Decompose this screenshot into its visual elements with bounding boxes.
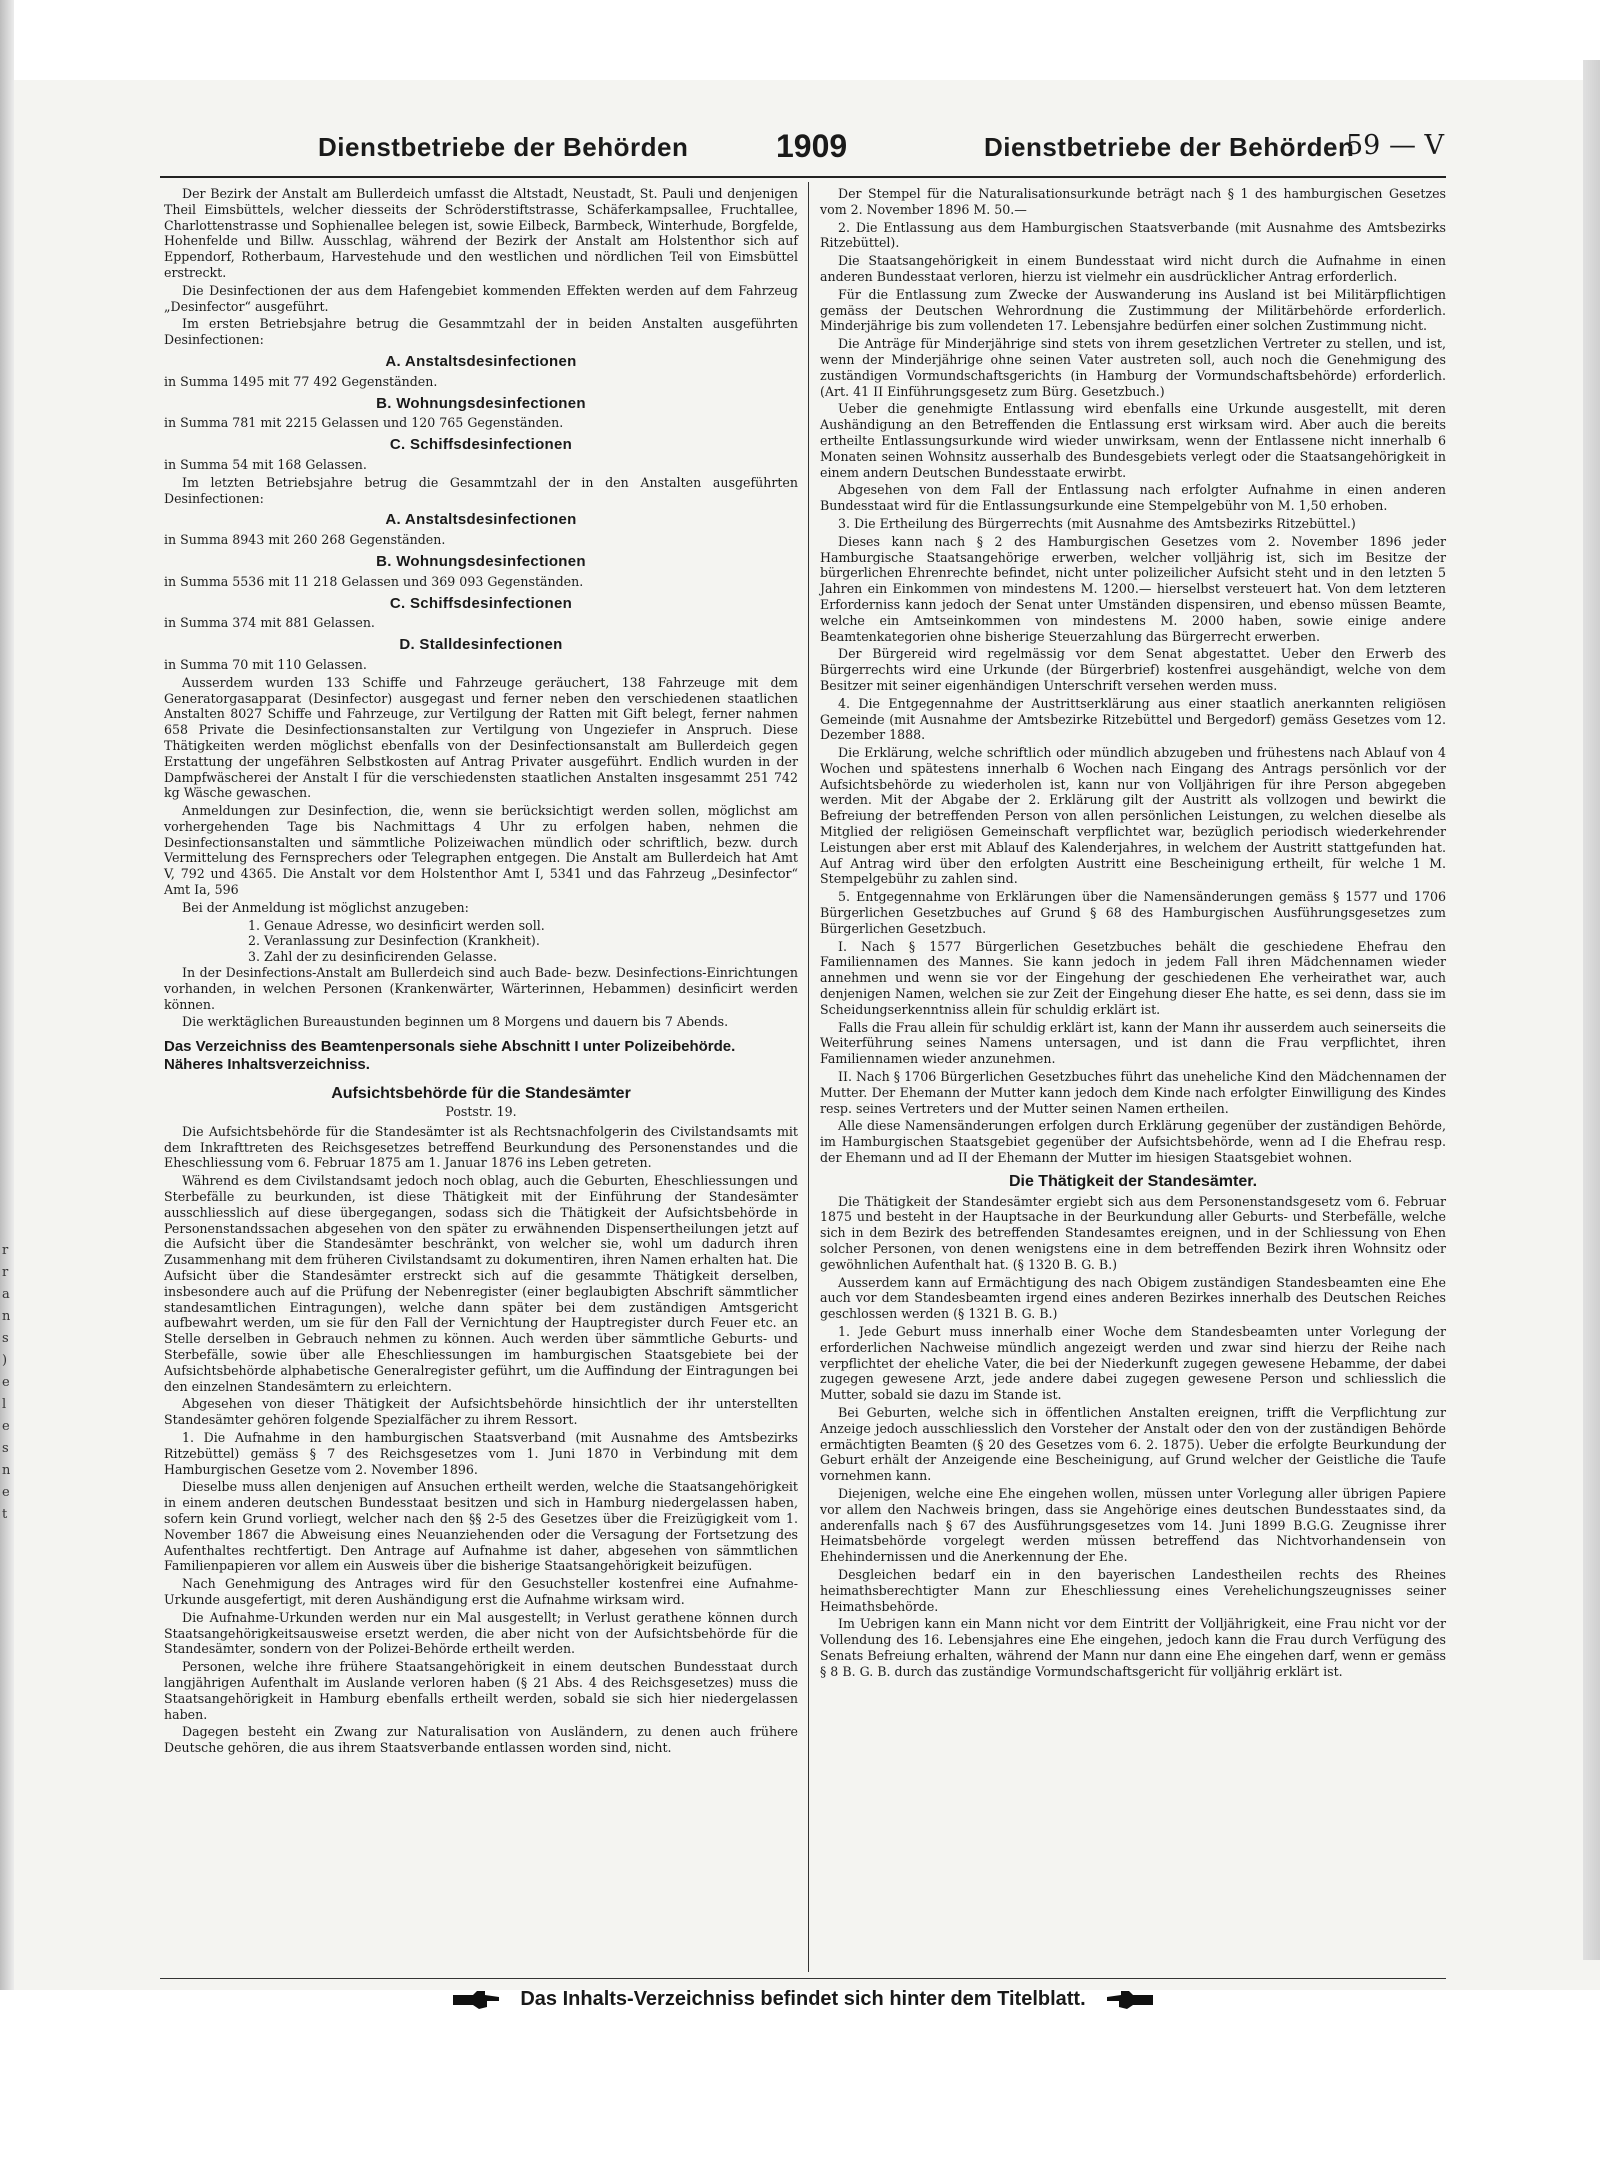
paragraph: 2. Die Entlassung aus dem Hamburgischen Staatsverbande (mit Ausnahme des Amtsbezirks Ritzebüttel).: [820, 219, 1446, 251]
page-number: 59 — V: [1346, 130, 1445, 161]
pointing-hand-left-icon: [1105, 1989, 1155, 2011]
paragraph: Ausserdem wurden 133 Schiffe und Fahrzeuge geräuchert, 138 Fahrzeuge mit dem Generatorgasapparat (Desinfector) ausgegast und ferner neben den verschiedenen staatlichen Anstalten 8027 Schiffe und Fahrzeuge, zur Vertilgung der Ratten mit Gift belegt, ferner nahmen 658 Private die Desinfectionsanstalten zur Vertilgung von Ungeziefer in Anspruch. Diese Thätigkeiten werden möglichst ebenfalls von der Desinfectionsanstalt am Bullerdeich gegen Erstattung der ungefähren Selbstkosten auf Antrag Privater ausgeführt. Endlich wurden in der Dampfwäscherei der Anstalt I für die verschiedensten staatlichen Anstalten insgesammt 251 742 kg Wäsche gewaschen.: [164, 674, 798, 801]
section-address: Poststr. 19.: [445, 1104, 517, 1120]
subheading: B. Wohnungsdesinfectionen: [376, 552, 586, 570]
paragraph: Für die Entlassung zum Zwecke der Auswanderung ins Ausland ist bei Militärpflichtigen gemäss der Deutschen Wehrordnung die Zustimmung der Militärbehörde erforderlich. Minderjährige bis zum vollendeten 17. Lebensjahre bedürfen einer solchen Zustimmung nicht.: [820, 286, 1446, 334]
paragraph: Nach Genehmigung des Antrages wird für den Gesuchsteller kostenfrei eine Aufnahme-Urkunde ausgefertigt, mit deren Aushändigung erst die Aufnahme wirksam wird.: [164, 1576, 798, 1607]
margin-mark: t: [2, 1507, 8, 1522]
facing-page-margin-marks: [2, 1240, 16, 1526]
paragraph: Falls die Frau allein für schuldig erklärt ist, kann der Mann ihr ausserdem auch seinerseits die Weiterführung seines Namens untersagen, und ist dann die Frau verpflichtet, ihren Familiennamen wieder anzunehmen.: [820, 1019, 1446, 1067]
footer-rule: [160, 1978, 1446, 1979]
paragraph: Desgleichen bedarf ein in den bayerischen Landestheilen rechts des Rheines heimathsberechtigter Mann zur Eheschliessung eines Verehelichungszeugnisses seiner Heimathsbehörde.: [820, 1566, 1446, 1614]
paragraph: In der Desinfections-Anstalt am Bullerdeich sind auch Bade- bezw. Desinfections-Einrichtungen vorhanden, in welchen Personen (Krankenwärter, Wärterinnen, Hebammen) desinficirt werden können.: [164, 965, 798, 1012]
paragraph: Personen, welche ihre frühere Staatsangehörigkeit in einem deutschen Bundesstaat durch langjährigen Aufenthalt im Auslande verloren haben (§ 21 Abs. 4 des Reichsgesetzes) muss die Staatsangehörigkeit in Hamburg ebenfalls ertheilt werden, sobald sie sich hier niedergelassen haben.: [164, 1659, 798, 1722]
list-item: 1. Genaue Adresse, wo desinficirt werden soll.: [248, 917, 545, 933]
paragraph: Während es dem Civilstandsamt jedoch noch oblag, auch die Geburten, Eheschliessungen und Sterbefälle zu beurkunden, ist diese Thätigkeit mit der Einführung der Standesämter ausschliesslich auf diese übergegangen, sodass sich die Thätigkeit der Aufsichtsbehörde in Personenstandssachen abgesehen von den später zu erwähnenden Dispensertheilungen jetzt auf die Aufsicht über die Standesämter beschränkt, von welcher sie, wohl um dadurch ihren Zusammenhang mit dem früheren Civilstandsamt zu dokumentiren, ihren Namen erhalten hat. Die Aufsicht über die Standesämter erstreckt sich auf die gesammte Thätigkeit derselben, insbesondere auch auf die Prüfung der Nebenregister (einer beglaubigten Abschrift sämmtlicher standesamtlichen Eintragungen), welche dann später bei dem zuständigen Amtsgericht aufbewahrt werden, um sie für den Fall der Vernichtung der Hauptregister durch Feuer etc. an Stelle derselben in Gebrauch nehmen zu können. Auch werden über sämmtliche Geburts- und Sterbefälle, sowie über alle Eheschliessungen im hamburgischen Staatsgebiete bei der Aufsichtsbehörde alphabetische Generalregister geführt, um die Auffindung der Eintragungen bei den einzelnen Standesämtern zu erleichtern.: [164, 1173, 798, 1394]
margin-mark: ): [2, 1353, 8, 1368]
paragraph: Bei Geburten, welche sich in öffentlichen Anstalten ereignen, trifft die Verpflichtung zur Anzeige jedoch ausschliesslich den Vorsteher der Anstalt oder den von der zuständigen Behörde ermächtigten Beamten (§ 20 des Gesetzes vom 6. 2. 1875). Ueber die erfolgte Beurkundung der Geburt erhält der Anzeigende eine Bescheinigung, auf Grund welcher der Geistliche die Taufe vornehmen kann.: [820, 1404, 1446, 1484]
paragraph: Die Anträge für Minderjährige sind stets von ihrem gesetzlichen Vertreter zu stellen, und ist, wenn der Minderjährige ohne seinen Vater austreten soll, auch noch die Genehmigung des zuständigen Vormundschaftsgerichts (in Hamburg der Vormundschaftsbehörde) erforderlich. (Art. 41 II Einführungsgesetz zum Bürg. Gesetzbuch.): [820, 336, 1446, 399]
paragraph: Bei der Anmeldung ist möglichst anzugeben:: [182, 899, 469, 915]
paragraph: Diejenigen, welche eine Ehe eingehen wollen, müssen unter Vorlegung aller übrigen Papiere vor allem den Nachweis bringen, dass sie Angehörige eines deutschen Bundesstaates sind, da anderenfalls nach § 67 des Ausführungsgesetzes vom 14. Juni 1899 B.G.G. Zeugnisse ihrer Heimatsbehörde vorgelegt werden müssen betreffend das Nichtvorhandensein von Ehehindernissen und die Anerkennung der Ehe.: [820, 1485, 1446, 1565]
document-page: [160, 120, 1446, 2010]
subheading: B. Wohnungsdesinfectionen: [376, 394, 586, 412]
stat-line: in Summa 1495 mit 77 492 Gegenständen.: [164, 373, 438, 389]
pointing-hand-right-icon: [451, 1989, 501, 2011]
paragraph: Ueber die genehmigte Entlassung wird ebenfalls eine Urkunde ausgestellt, mit deren Aushändigung an den Betreffenden die Entlassung erst wirksam wird. Aber auch die bereits ertheilte Entlassungsurkunde wird wieder unwirksam, wenn der Entlassene nicht innerhalb 6 Monaten seinen Wohnsitz ausserhalb des Bundesgebiets verlegt oder die Staatsangehörigkeit in einem andern Deutschen Bundesstaate erwirbt.: [820, 401, 1446, 480]
scan-top-margin: [0, 0, 1600, 80]
header-left-title: Dienstbetriebe der Behörden: [318, 132, 689, 162]
list-item: 3. Zahl der zu desinficirenden Gelasse.: [248, 949, 497, 965]
margin-mark: n: [2, 1309, 11, 1324]
paragraph: Die Thätigkeit der Standesämter ergiebt sich aus dem Personenstandsgesetz vom 6. Februar 1875 und besteht in der Hauptsache in der Beurkundung aller Geburts- und Sterbefälle, welche sich in dem Bezirk des betreffenden Standesamtes ereignen, und in der Schliessung von Ehen solcher Personen, von denen wenigstens eine in dem betreffenden Bezirk ihren Wohnsitz oder gewöhnlichen Aufenthalt hat. (§ 1320 B. G. B.): [820, 1193, 1446, 1272]
margin-mark: a: [2, 1287, 10, 1302]
list-item: 2. Veranlassung zur Desinfection (Krankheit).: [248, 933, 540, 949]
right-column: [820, 186, 1446, 1682]
section-title: Aufsichtsbehörde für die Standesämter: [331, 1085, 631, 1103]
margin-mark: s: [2, 1331, 9, 1346]
cross-reference-notice: Das Verzeichniss des Beamtenpersonals siehe Abschnitt I unter Polizeibehörde. Näheres Inhaltsverzeichniss.: [164, 1038, 736, 1074]
paragraph: Im ersten Betriebsjahre betrug die Gesammtzahl der in beiden Anstalten ausgeführten Desinfectionen:: [164, 316, 798, 348]
header-year: 1909: [776, 128, 848, 164]
paragraph: Im Uebrigen kann ein Mann nicht vor dem Eintritt der Volljährigkeit, eine Frau nicht vor der Vollendung des 16. Lebensjahres eine Ehe eingehen, jedoch kann die Frau durch Verfügung des Senats Befreiung erhalten, während der Mann nur dann eine Ehe eingehen darf, wenn er gemäss § 8 B. G. B. durch das zuständige Vormundschaftsgericht für volljährig erklärt ist.: [820, 1616, 1446, 1679]
paragraph: Die Aufnahme-Urkunden werden nur ein Mal ausgestellt; in Verlust gerathene können durch Staatsangehörigkeitsausweise ersetzt werden, die aber nicht von der Aufsichtsbehörde für die Standesämter, sondern von der Polizei-Behörde ertheilt werden.: [164, 1609, 798, 1657]
paragraph: 1. Jede Geburt muss innerhalb einer Woche dem Standesbeamten unter Vorlegung der erforderlichen Nachweise mündlich angezeigt werden und zwar sind hierzu der Reihe nach verpflichtet der eheliche Vater, die bei der Niederkunft zugegen gewesene Hebamme, der dabei zugegen gewesene Arzt, jede andere dabei zugegen gewesene Person und schliesslich die Mutter, sobald sie dazu im Stande ist.: [820, 1323, 1446, 1403]
footer-text: Das Inhalts-Verzeichniss befindet sich hinter dem Titelblatt.: [520, 1988, 1086, 2010]
margin-mark: n: [2, 1463, 11, 1478]
column-divider: [808, 182, 809, 1972]
margin-mark: l: [2, 1397, 7, 1412]
paragraph: Der Bezirk der Anstalt am Bullerdeich umfasst die Altstadt, Neustadt, St. Pauli und denjenigen Theil Eimsbüttels, welcher diesseits der Schröderstiftstrasse, Schäferkampsallee, Fruchtallee, Charlottenstrasse und Sophienallee belegen ist, sowie Eilbeck, Barmbeck, Winterhude, Borgfelde, Hohenfelde und Billw. Ausschlag, während der Bezirk der Anstalt am Holstenthor sich auf Eppendorf, Rotherbaum, Harvestehude und den westlichen und nördlichen Teil von Eimsbüttel erstreckt.: [164, 186, 798, 280]
left-column: [164, 186, 798, 1758]
paragraph: Anmeldungen zur Desinfection, die, wenn sie berücksichtigt werden sollen, möglichst am vorhergehenden Tage bis Nachmittags 4 Uhr zu erfolgen haben, nehmen die Desinfectionsanstalten und sämmtliche Polizeiwachen mündlich oder schriftlich, bezw. durch Vermittelung des Fernsprechers oder Telegraphen entgegen. Die Anstalt am Bullerdeich hat Amt V, 792 und 4365. Die Anstalt vor dem Holstenthor Amt I, 5341 und das Fahrzeug „Desinfector“ Amt Ia, 596: [164, 803, 798, 898]
header-right-title: Dienstbetriebe der Behörden: [984, 132, 1355, 162]
paragraph: I. Nach § 1577 Bürgerlichen Gesetzbuches behält die geschiedene Ehefrau den Familiennamen des Mannes. Sie kann jedoch in jedem Fall ihren Mädchennamen wieder annehmen und wenn sie vor der Eingehung der geschiedenen Ehe verheirathet war, auch denjenigen Namen, welchen sie zur Zeit der Eingehung dieser Ehe hatte, es sei denn, dass sie im Scheidungserkenntniss allein für schuldig erklärt ist.: [820, 938, 1446, 1017]
margin-mark: e: [2, 1419, 10, 1434]
section-title: Die Thätigkeit der Standesämter.: [1008, 1172, 1258, 1190]
scan-bottom-margin: [0, 1990, 1600, 2177]
paragraph: Die Erklärung, welche schriftlich oder mündlich abzugeben und frühestens nach Ablauf von 4 Wochen und spätestens innerhalb 6 Wochen nach Eingang des Antrags persönlich vor der Aufsichtsbehörde zu wiederholen ist, kann nur von Volljährigen für ihre Person abgegeben werden. Mit der Abgabe der 2. Erklärung gilt der Austritt als vollzogen und bewirkt die Befreiung der betreffenden Person von allen persönlichen Leistungen, zu welchen dieselbe als Mitglied der religiösen Gemeinschaft verpflichtet war, bezüglich periodisch wiederkehrender Leistungen aber erst mit Ablauf des Kalenderjahres, in welchem der Austritt stattgefunden hat. Auf Antrag wird über den erfolgten Austritt eine Bescheinigung ertheilt, für welche 1 M. Stempelgebühr zu zahlen sind.: [820, 745, 1446, 887]
paragraph: 3. Die Ertheilung des Bürgerrechts (mit Ausnahme des Amtsbezirks Ritzebüttel.): [838, 515, 1356, 531]
subheading: A. Anstaltsdesinfectionen: [385, 352, 577, 370]
footer-notice: [160, 1988, 1446, 2011]
margin-mark: r: [2, 1243, 9, 1258]
stat-line: in Summa 54 mit 168 Gelassen.: [164, 456, 367, 472]
paragraph: 5. Entgegennahme von Erklärungen über die Namensänderungen gemäss § 1577 und 1706 Bürgerlichen Gesetzbuches auf Grund § 68 des Hamburgischen Ausführungsgesetzes zum Bürgerlichen Gesetzbuch.: [820, 889, 1446, 936]
paragraph: Die Aufsichtsbehörde für die Standesämter ist als Rechtsnachfolgerin des Civilstandsamts mit dem Inkrafttreten des Reichsgesetzes betreffend Beurkundung des Personenstandes und die Eheschliessung vom 6. Februar 1875 am 1. Januar 1876 ins Leben getreten.: [164, 1123, 798, 1171]
paragraph: Der Stempel für die Naturalisationsurkunde beträgt nach § 1 des hamburgischen Gesetzes vom 2. November 1896 M. 50.—: [820, 186, 1446, 217]
paragraph: Die Staatsangehörigkeit in einem Bundesstaat wird nicht durch die Aufnahme in einen anderen Bundesstaat verloren, hierzu ist vielmehr ein ausdrücklicher Antrag erforderlich.: [820, 253, 1446, 284]
subheading: D. Stalldesinfectionen: [399, 636, 563, 654]
subheading: A. Anstaltsdesinfectionen: [385, 511, 577, 529]
paragraph: 4. Die Entgegennahme der Austrittserklärung aus einer staatlich anerkannten religiösen Gemeinde (mit Ausnahme der Amtsbezirke Ritzebüttel und Bergedorf) gemäss Gesetzes vom 12. Dezember 1888.: [820, 695, 1446, 743]
paragraph: Abgesehen von dieser Thätigkeit der Aufsichtsbehörde hinsichtlich der ihr unterstellten Standesämter gehören folgende Spezialfächer zu ihrem Ressort.: [164, 1396, 798, 1428]
subheading: C. Schiffsdesinfectionen: [389, 436, 573, 454]
scan-left-shadow: [0, 0, 14, 2177]
margin-mark: e: [2, 1375, 10, 1390]
paragraph: Die Desinfectionen der aus dem Hafengebiet kommenden Effekten werden auf dem Fahrzeug „Desinfector“ ausgeführt.: [164, 282, 798, 314]
stat-line: in Summa 781 mit 2215 Gelassen und 120 765 Gegenständen.: [164, 415, 564, 431]
margin-mark: e: [2, 1485, 10, 1500]
stat-line: in Summa 8943 mit 260 268 Gegenständen.: [164, 532, 446, 548]
scan-right-shadow: [1583, 60, 1600, 1960]
paragraph: Alle diese Namensänderungen erfolgen durch Erklärung gegenüber der zuständigen Behörde, im Hamburgischen Staatsgebiet gegenüber der Aufsichtsbehörde, wenn ad I die Ehefrau resp. der Ehemann und ad II der Ehemann der Mutter im hiesigen Staatsgebiet wohnen.: [820, 1118, 1446, 1166]
paragraph: Ausserdem kann auf Ermächtigung des nach Obigem zuständigen Standesbeamten eine Ehe auch vor dem Standesbeamten irgend eines anderen Bezirkes innerhalb des Deutschen Reiches geschlossen werden (§ 1321 B. G. B.): [820, 1274, 1446, 1322]
paragraph: Der Bürgereid wird regelmässig vor dem Senat abgestattet. Ueber den Erwerb des Bürgerrechts wird eine Urkunde (der Bürgerbrief) kostenfrei ausgehändigt, welche von dem Besitzer mit seiner eigenhändigen Unterschrift versehen werden muss.: [820, 646, 1446, 693]
paragraph: Im letzten Betriebsjahre betrug die Gesammtzahl der in den Anstalten ausgeführten Desinfectionen:: [164, 474, 798, 506]
margin-mark: s: [2, 1441, 9, 1456]
paragraph: II. Nach § 1706 Bürgerlichen Gesetzbuches führt das uneheliche Kind den Mädchennamen der Mutter. Der Ehemann der Mutter kann jedoch dem Kinde nach erfolgter Einwilligung des Kindes resp. seines Vertreters und der Mutter seinen Namen ertheilen.: [820, 1069, 1446, 1116]
stat-line: in Summa 374 mit 881 Gelassen.: [164, 615, 375, 631]
paragraph: Dieses kann nach § 2 des Hamburgischen Gesetzes vom 2. November 1896 jeder Hamburgische Staatsangehörige erwerben, welcher volljährig ist, sich im Besitze der bürgerlichen Ehrenrechte befindet, nicht unter polizeilicher Aufsicht steht und in den letzten 5 Jahren ein Einkommen von mindestens M. 1200.— hierselbst versteuert hat. Von dem letzteren Erforderniss kann jedoch der Senat unter Umständen dispensiren, und ebenso müssen Beamte, welche ein Amtseinkommen von mindestens M. 2000 haben, sowie einige andere Beamtenkategorien ohne bisherige Steuerzahlung das Bürgerrecht erwerben.: [820, 533, 1446, 644]
paragraph: Dagegen besteht ein Zwang zur Naturalisation von Ausländern, zu denen auch frühere Deutsche gehören, die aus ihrem Staatsverbande entlassen worden sind, nicht.: [164, 1724, 798, 1756]
running-header: [160, 120, 1446, 178]
paragraph: Abgesehen von dem Fall der Entlassung nach erfolgter Aufnahme in einen anderen Bundesstaat wird für die Entlassungsurkunde eine Stempelgebühr von M. 1,50 erhoben.: [820, 482, 1446, 514]
margin-mark: r: [2, 1265, 9, 1280]
paragraph: Dieselbe muss allen denjenigen auf Ansuchen ertheilt werden, welche die Staatsangehörigkeit in einem anderen deutschen Bundesstaat besitzen und sich in Hamburg niedergelassen haben, sofern kein Grund vorliegt, welcher nach den §§ 2-5 des Gesetzes über die Freizügigkeit vom 1. November 1867 die Abweisung eines Neuanziehenden oder die Versagung der Fortsetzung des Aufenthaltes rechtfertigt. Den Antrage auf Aufnahme ist daher, abgesehen von sämmtlichen Familienpapieren vor allem ein Ausweis über die bisherige Staatsangehörigkeit beizufügen.: [164, 1479, 798, 1574]
stat-line: in Summa 5536 mit 11 218 Gelassen und 369 093 Gegenständen.: [164, 573, 584, 589]
subheading: C. Schiffsdesinfectionen: [389, 594, 573, 612]
paragraph: Die werktäglichen Bureaustunden beginnen um 8 Morgens und dauern bis 7 Abends.: [182, 1014, 729, 1030]
stat-line: in Summa 70 mit 110 Gelassen.: [164, 656, 367, 672]
paragraph: 1. Die Aufnahme in den hamburgischen Staatsverband (mit Ausnahme des Amtsbezirks Ritzebüttel) gemäss § 7 des Reichsgesetzes vom 1. Juni 1870 in Verbindung mit dem Hamburgischen Gesetze vom 2. November 1896.: [164, 1429, 798, 1477]
